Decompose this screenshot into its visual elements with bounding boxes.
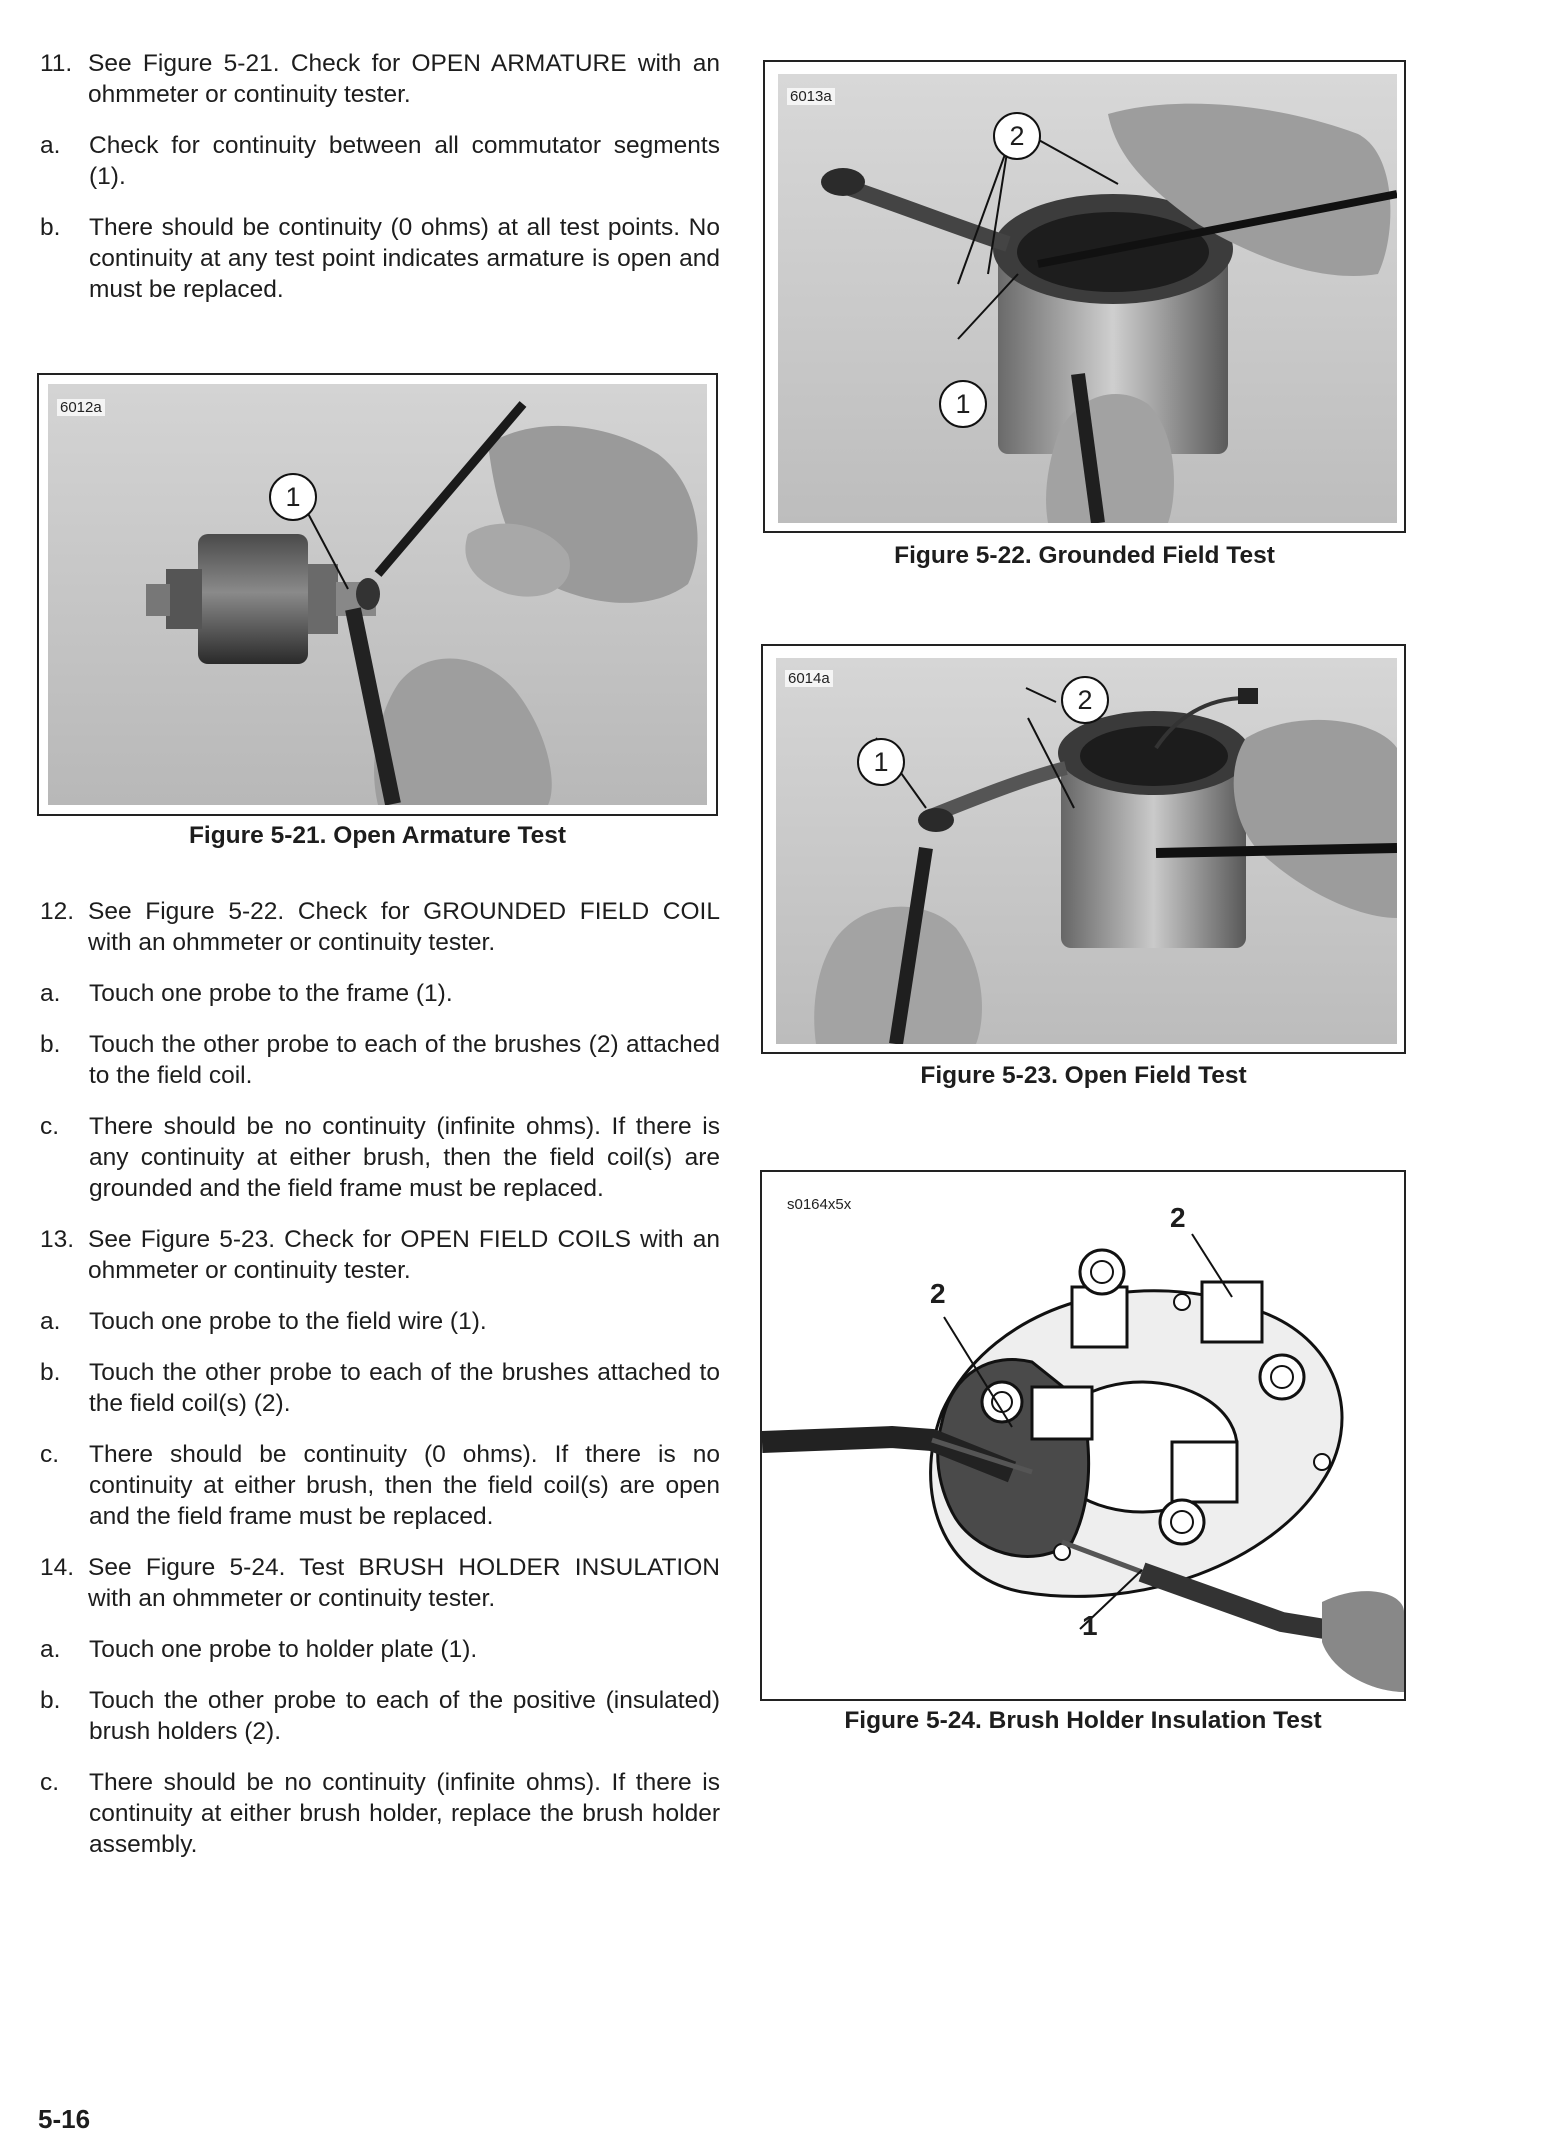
page-number: 5-16 bbox=[38, 2104, 91, 2134]
substep-text: There should be continuity (0 ohms) at all test points. No continuity at any test point indicates armature is open and must be replaced. bbox=[89, 214, 720, 303]
figure-caption: Figure 5-21. Open Armature Test bbox=[188, 822, 567, 849]
substep-letter: c. bbox=[40, 1441, 60, 1468]
step-11-block bbox=[40, 48, 720, 305]
substep-letter: a. bbox=[40, 132, 61, 159]
substep bbox=[40, 212, 720, 305]
substep-letter: b. bbox=[40, 1031, 61, 1058]
substep-text: Touch one probe to the frame (1). bbox=[89, 980, 453, 1007]
callout-1: 1 bbox=[1082, 1610, 1098, 1641]
substep-text: Touch the other probe to each of the brushes attached to the field coil(s) (2). bbox=[89, 1359, 720, 1417]
step-number: 14. bbox=[40, 1554, 75, 1581]
callout-1: 1 bbox=[857, 738, 905, 786]
substep bbox=[40, 1111, 720, 1204]
figure-5-23 bbox=[761, 644, 1406, 1054]
substep-text: Touch one probe to the field wire (1). bbox=[89, 1308, 487, 1335]
figure-id: 6014a bbox=[785, 670, 833, 687]
figure-id: 6013a bbox=[787, 88, 835, 105]
grounded-field-illustration bbox=[778, 74, 1397, 523]
substep bbox=[40, 1685, 720, 1747]
figure-5-22 bbox=[763, 60, 1406, 533]
substep bbox=[40, 130, 720, 192]
substep bbox=[40, 1767, 720, 1860]
armature-test-photo bbox=[48, 384, 707, 805]
figure-caption: Figure 5-24. Brush Holder Insulation Test bbox=[844, 1707, 1322, 1734]
step-number: 11. bbox=[40, 50, 73, 77]
step-text: See Figure 5-23. Check for OPEN FIELD COILS with an ohmmeter or continuity tester. bbox=[88, 1226, 720, 1284]
step-13 bbox=[40, 1224, 720, 1286]
substep-letter: b. bbox=[40, 1687, 61, 1714]
step-number: 13. bbox=[40, 1226, 75, 1253]
substep bbox=[40, 1439, 720, 1532]
figure-caption: Figure 5-22. Grounded Field Test bbox=[894, 542, 1275, 569]
step-number: 12. bbox=[40, 898, 75, 925]
substep bbox=[40, 1634, 720, 1665]
substep-text: Touch the other probe to each of the positive (insulated) brush holders (2). bbox=[89, 1687, 720, 1745]
figure-caption: Figure 5-23. Open Field Test bbox=[920, 1062, 1247, 1089]
figure-id: s0164x5x bbox=[787, 1196, 852, 1213]
substep-text: There should be no continuity (infinite ohms). If there is any continuity at either brush, then the field coil(s) are grounded and the field frame must be replaced. bbox=[89, 1113, 720, 1202]
step-11 bbox=[40, 48, 720, 110]
substep bbox=[40, 978, 720, 1009]
substep-letter: c. bbox=[40, 1113, 60, 1140]
grounded-field-photo bbox=[778, 74, 1397, 523]
figure-id: 6012a bbox=[57, 399, 105, 416]
substep-text: Touch one probe to holder plate (1). bbox=[89, 1636, 478, 1663]
step-text: See Figure 5-21. Check for OPEN ARMATURE with an ohmmeter or continuity tester. bbox=[88, 50, 720, 108]
step-12 bbox=[40, 896, 720, 958]
substep-letter: a. bbox=[40, 980, 61, 1007]
step-text: See Figure 5-22. Check for GROUNDED FIELD COIL with an ohmmeter or continuity tester. bbox=[88, 898, 720, 956]
armature-photo-illustration bbox=[48, 384, 707, 805]
substep-letter: b. bbox=[40, 214, 61, 241]
step-text: See Figure 5-24. Test BRUSH HOLDER INSULATION with an ohmmeter or continuity tester. bbox=[88, 1554, 720, 1612]
substep bbox=[40, 1357, 720, 1419]
substep-text: Check for continuity between all commutator segments (1). bbox=[89, 132, 720, 190]
callout-2: 2 bbox=[993, 112, 1041, 160]
substep-text: There should be no continuity (infinite ohms). If there is continuity at either brush holder, replace the brush holder assembly. bbox=[89, 1769, 720, 1858]
substep-letter: a. bbox=[40, 1308, 61, 1335]
steps-12-14-block bbox=[40, 896, 720, 1860]
figure-5-21 bbox=[37, 373, 718, 816]
substep bbox=[40, 1029, 720, 1091]
substep-letter: a. bbox=[40, 1636, 61, 1663]
figure-5-24 bbox=[760, 1170, 1406, 1701]
substep-text: Touch the other probe to each of the brushes (2) attached to the field coil. bbox=[89, 1031, 720, 1089]
callout-1: 1 bbox=[269, 473, 317, 521]
callout-1: 1 bbox=[939, 380, 987, 428]
step-14 bbox=[40, 1552, 720, 1614]
substep-letter: b. bbox=[40, 1359, 61, 1386]
callout-2-left: 2 bbox=[930, 1278, 946, 1309]
substep-text: There should be continuity (0 ohms). If there is no continuity at either brush, then the field coil(s) are open and the field frame must be replaced. bbox=[89, 1441, 720, 1530]
callout-2-right: 2 bbox=[1170, 1202, 1186, 1233]
callout-2: 2 bbox=[1061, 676, 1109, 724]
substep bbox=[40, 1306, 720, 1337]
substep-letter: c. bbox=[40, 1769, 60, 1796]
